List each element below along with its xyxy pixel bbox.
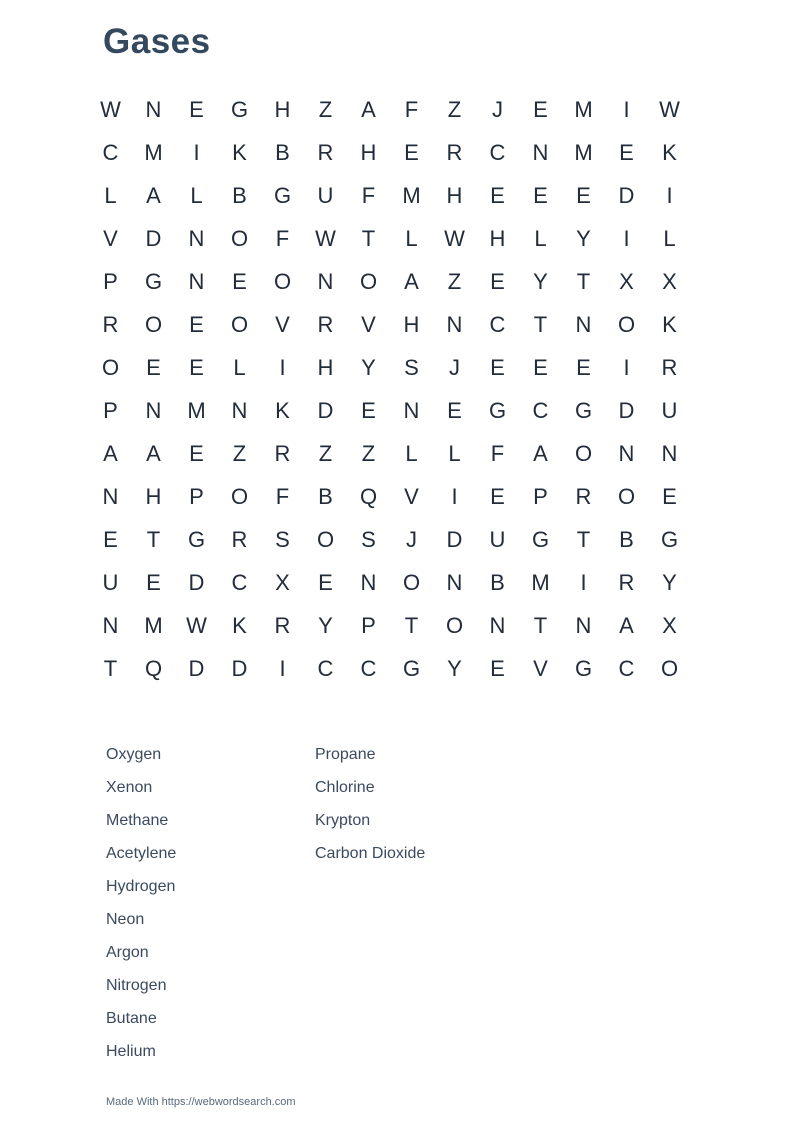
- grid-letter: Z: [318, 440, 333, 466]
- grid-letter: S: [404, 354, 419, 380]
- grid-letter: I: [623, 354, 630, 380]
- grid-letter: N: [575, 311, 592, 337]
- grid-letter: O: [144, 311, 163, 337]
- grid-letter: Z: [447, 96, 462, 122]
- grid-letter: W: [186, 612, 207, 638]
- grid-letter: K: [662, 311, 677, 337]
- grid-letter: E: [146, 569, 161, 595]
- grid-letter: G: [273, 182, 292, 208]
- grid-letter: D: [188, 655, 205, 681]
- grid-letter: W: [444, 225, 465, 251]
- grid-letter: D: [231, 655, 248, 681]
- grid-letter: B: [275, 139, 290, 165]
- grid-letter: K: [662, 139, 677, 165]
- grid-letter: P: [103, 397, 118, 423]
- grid-letter: A: [361, 96, 376, 122]
- grid-letter: N: [145, 397, 162, 423]
- grid-letter: N: [403, 397, 420, 423]
- grid-letter: E: [447, 397, 462, 423]
- grid-letter: E: [490, 268, 505, 294]
- grid-letter: G: [488, 397, 507, 423]
- grid-letter: D: [317, 397, 334, 423]
- grid-letter: B: [318, 483, 333, 509]
- grid-letter: V: [533, 655, 548, 681]
- grid-letter: I: [193, 139, 200, 165]
- grid-letter: O: [660, 655, 679, 681]
- grid-letter: N: [145, 96, 162, 122]
- grid-letter: H: [145, 483, 162, 509]
- grid-letter: O: [445, 612, 464, 638]
- grid-letter: I: [580, 569, 587, 595]
- grid-letter: W: [315, 225, 336, 251]
- grid-letter: G: [144, 268, 163, 294]
- grid-letter: M: [574, 96, 593, 122]
- grid-letter: E: [361, 397, 376, 423]
- grid-letter: P: [361, 612, 376, 638]
- grid-letter: O: [402, 569, 421, 595]
- page-title: Gases: [103, 22, 211, 61]
- grid-letter: N: [102, 612, 119, 638]
- grid-letter: O: [230, 483, 249, 509]
- grid-letter: J: [449, 354, 460, 380]
- grid-letter: H: [317, 354, 334, 380]
- grid-letter: O: [617, 311, 636, 337]
- grid-letter: N: [317, 268, 334, 294]
- grid-letter: E: [576, 354, 591, 380]
- grid-letter: Z: [318, 96, 333, 122]
- grid-letter: G: [402, 655, 421, 681]
- grid-letter: B: [619, 526, 634, 552]
- grid-letter: C: [317, 655, 334, 681]
- word-item: Oxygen: [106, 745, 162, 763]
- grid-letter: O: [617, 483, 636, 509]
- grid-letter: B: [232, 182, 247, 208]
- word-item: Argon: [106, 943, 149, 961]
- grid-letter: P: [103, 268, 118, 294]
- grid-letter: W: [659, 96, 680, 122]
- grid-letter: I: [451, 483, 458, 509]
- word-item: Helium: [106, 1042, 156, 1060]
- grid-letter: D: [145, 225, 162, 251]
- word-list-column: [106, 738, 315, 1068]
- grid-letter: T: [533, 311, 548, 337]
- grid-letter: Y: [318, 612, 333, 638]
- grid-letter: H: [403, 311, 420, 337]
- grid-letter: E: [533, 96, 548, 122]
- grid-letter: D: [618, 182, 635, 208]
- grid-letter: R: [618, 569, 635, 595]
- grid-letter: U: [661, 397, 678, 423]
- grid-letter: U: [489, 526, 506, 552]
- footer-credit: Made With https://webwordsearch.com: [106, 1096, 296, 1108]
- grid-letter: O: [359, 268, 378, 294]
- grid-letter: X: [662, 268, 677, 294]
- grid-letter: Q: [144, 655, 163, 681]
- grid-letter: H: [489, 225, 506, 251]
- grid-letter: A: [404, 268, 419, 294]
- grid-letter: E: [490, 483, 505, 509]
- grid-letter: D: [446, 526, 463, 552]
- grid-letter: K: [232, 139, 247, 165]
- grid-letter: H: [274, 96, 291, 122]
- grid-letter: Z: [361, 440, 376, 466]
- grid-letter: G: [187, 526, 206, 552]
- grid-letter: E: [189, 311, 204, 337]
- grid-letter: C: [618, 655, 635, 681]
- letter-grid: [89, 88, 691, 690]
- grid-letter: N: [188, 225, 205, 251]
- grid-letter: I: [623, 225, 630, 251]
- word-item: Hydrogen: [106, 877, 176, 895]
- grid-letter: A: [103, 440, 118, 466]
- grid-letter: R: [102, 311, 119, 337]
- grid-letter: C: [489, 311, 506, 337]
- grid-letter: R: [575, 483, 592, 509]
- grid-letter: Y: [662, 569, 677, 595]
- grid-letter: E: [189, 354, 204, 380]
- grid-letter: A: [146, 440, 161, 466]
- grid-letter: C: [231, 569, 248, 595]
- word-item: Carbon Dioxide: [315, 844, 426, 862]
- grid-letter: O: [273, 268, 292, 294]
- grid-letter: Y: [533, 268, 548, 294]
- grid-letter: G: [574, 655, 593, 681]
- grid-letter: L: [190, 182, 203, 208]
- grid-letter: Z: [232, 440, 247, 466]
- grid-letter: L: [104, 182, 117, 208]
- grid-letter: B: [490, 569, 505, 595]
- grid-letter: X: [662, 612, 677, 638]
- grid-letter: E: [490, 182, 505, 208]
- grid-letter: G: [660, 526, 679, 552]
- grid-letter: M: [144, 612, 163, 638]
- grid-letter: O: [230, 225, 249, 251]
- grid-letter: F: [490, 440, 505, 466]
- grid-letter: N: [231, 397, 248, 423]
- word-item: Krypton: [315, 811, 371, 829]
- grid-letter: L: [405, 225, 418, 251]
- grid-letter: C: [532, 397, 549, 423]
- grid-letter: R: [231, 526, 248, 552]
- grid-letter: E: [533, 354, 548, 380]
- grid-letter: L: [448, 440, 461, 466]
- grid-letter: R: [274, 612, 291, 638]
- grid-letter: T: [404, 612, 419, 638]
- grid-letter: E: [490, 655, 505, 681]
- grid-letter: E: [490, 354, 505, 380]
- grid-letter: T: [576, 268, 591, 294]
- grid-letter: E: [189, 440, 204, 466]
- grid-letter: U: [102, 569, 119, 595]
- grid-letter: M: [402, 182, 421, 208]
- grid-letter: D: [188, 569, 205, 595]
- grid-letter: J: [492, 96, 503, 122]
- grid-letter: S: [361, 526, 376, 552]
- grid-letter: D: [618, 397, 635, 423]
- grid-letter: N: [661, 440, 678, 466]
- grid-letter: T: [533, 612, 548, 638]
- grid-letter: Y: [447, 655, 462, 681]
- word-item: Xenon: [106, 778, 153, 796]
- grid-letter: N: [489, 612, 506, 638]
- word-item: Propane: [315, 745, 376, 763]
- grid-letter: N: [102, 483, 119, 509]
- grid-letter: G: [230, 96, 249, 122]
- grid-letter: O: [101, 354, 120, 380]
- grid-letter: H: [446, 182, 463, 208]
- grid-letter: L: [233, 354, 246, 380]
- grid-letter: L: [534, 225, 547, 251]
- grid-letter: M: [187, 397, 206, 423]
- grid-letter: O: [316, 526, 335, 552]
- grid-letter: E: [662, 483, 677, 509]
- grid-letter: T: [146, 526, 161, 552]
- grid-letter: E: [232, 268, 247, 294]
- grid-letter: E: [189, 96, 204, 122]
- grid-letter: F: [361, 182, 376, 208]
- grid-letter: E: [576, 182, 591, 208]
- grid-letter: O: [230, 311, 249, 337]
- grid-letter: W: [100, 96, 121, 122]
- grid-letter: C: [360, 655, 377, 681]
- grid-letter: F: [275, 483, 290, 509]
- grid-letter: N: [188, 268, 205, 294]
- grid-letter: C: [102, 139, 119, 165]
- grid-letter: N: [446, 569, 463, 595]
- grid-letter: S: [275, 526, 290, 552]
- grid-letter: R: [446, 139, 463, 165]
- grid-letter: E: [533, 182, 548, 208]
- grid-letter: M: [144, 139, 163, 165]
- grid-letter: J: [406, 526, 417, 552]
- grid-letter: X: [619, 268, 634, 294]
- word-item: Nitrogen: [106, 976, 167, 994]
- grid-letter: I: [623, 96, 630, 122]
- grid-letter: F: [404, 96, 419, 122]
- grid-letter: I: [279, 354, 286, 380]
- grid-letter: Y: [576, 225, 591, 251]
- word-item: Butane: [106, 1009, 157, 1027]
- grid-letter: Q: [359, 483, 378, 509]
- word-list: [106, 738, 524, 1068]
- grid-letter: N: [446, 311, 463, 337]
- grid-letter: A: [533, 440, 548, 466]
- grid-letter: E: [103, 526, 118, 552]
- grid-letter: X: [275, 569, 290, 595]
- grid-letter: E: [146, 354, 161, 380]
- grid-letter: E: [404, 139, 419, 165]
- grid-letter: V: [275, 311, 290, 337]
- grid-letter: T: [576, 526, 591, 552]
- grid-letter: A: [146, 182, 161, 208]
- grid-letter: F: [275, 225, 290, 251]
- grid-letter: A: [619, 612, 634, 638]
- grid-letter: N: [575, 612, 592, 638]
- grid-letter: V: [361, 311, 376, 337]
- grid-letter: Y: [361, 354, 376, 380]
- grid-letter: G: [531, 526, 550, 552]
- grid-letter: R: [317, 139, 334, 165]
- grid-letter: E: [619, 139, 634, 165]
- grid-letter: G: [574, 397, 593, 423]
- grid-letter: E: [318, 569, 333, 595]
- grid-letter: I: [666, 182, 673, 208]
- grid-letter: Z: [447, 268, 462, 294]
- grid-letter: M: [531, 569, 550, 595]
- grid-letter: I: [279, 655, 286, 681]
- grid-letter: R: [317, 311, 334, 337]
- grid-letter: C: [489, 139, 506, 165]
- grid-letter: L: [405, 440, 418, 466]
- grid-letter: T: [103, 655, 118, 681]
- grid-letter: T: [361, 225, 376, 251]
- word-list-column: [315, 738, 524, 1068]
- grid-letter: V: [404, 483, 419, 509]
- grid-letter: O: [574, 440, 593, 466]
- word-item: Methane: [106, 811, 169, 829]
- grid-letter: P: [189, 483, 204, 509]
- grid-letter: R: [274, 440, 291, 466]
- grid-letter: L: [663, 225, 676, 251]
- grid-letter: K: [232, 612, 247, 638]
- word-item: Acetylene: [106, 844, 177, 862]
- word-item: Neon: [106, 910, 145, 928]
- grid-letter: V: [103, 225, 118, 251]
- grid-letter: R: [661, 354, 678, 380]
- grid-letter: N: [360, 569, 377, 595]
- grid-letter: H: [360, 139, 377, 165]
- grid-letter: K: [275, 397, 290, 423]
- grid-letter: N: [618, 440, 635, 466]
- grid-letter: U: [317, 182, 334, 208]
- grid-letter: P: [533, 483, 548, 509]
- grid-letter: M: [574, 139, 593, 165]
- word-item: Chlorine: [315, 778, 375, 796]
- grid-letter: N: [532, 139, 549, 165]
